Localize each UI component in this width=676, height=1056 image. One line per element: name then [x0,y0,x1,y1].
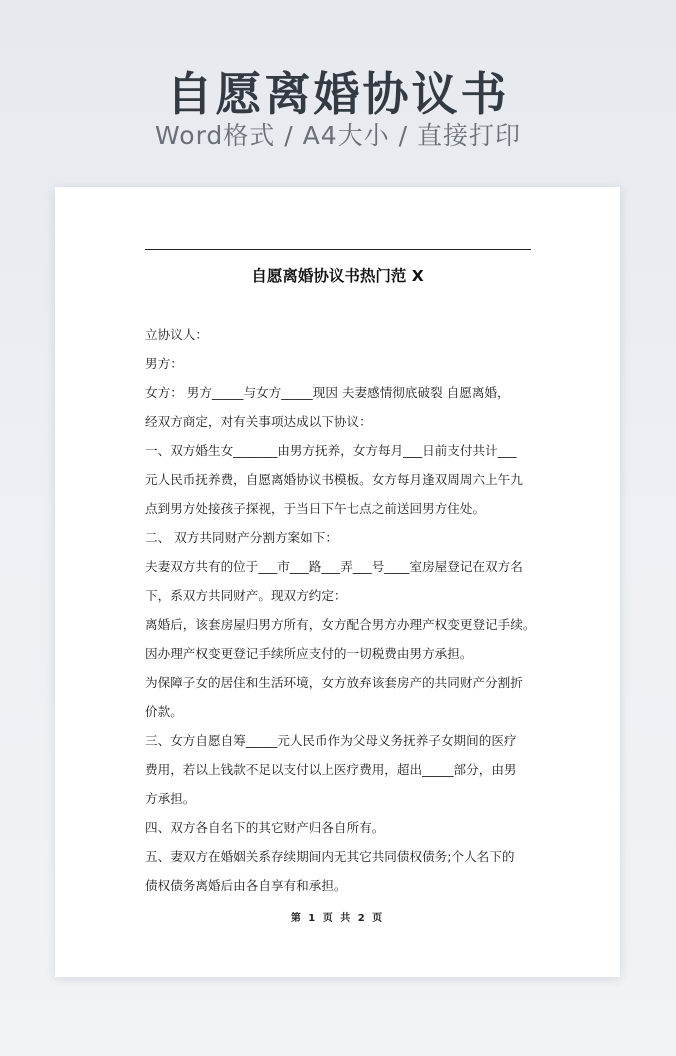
banner-title: 自愿离婚协议书 [166,67,510,121]
paragraph-line: 二、 双方共同财产分割方案如下： [145,530,338,545]
paragraph-line: 为保障子女的居住和生活环境，女方放弃该套房产的共同财产分割折 [145,675,523,690]
paragraph-line: 费用，若以上钱款不足以支付以上医疗费用，超出_____部分，由男 [145,762,517,777]
document-page [55,187,620,977]
paragraph-line: 四、双方各自名下的其它财产归各自所有。 [145,820,385,835]
page-number: 第 1 页 共 2 页 [290,913,385,924]
header-rule [145,249,531,250]
paragraph-line: 元人民币抚养费，自愿离婚协议书模板。女方每月逢双周周六上午九 [145,472,523,487]
paragraph-line: 夫妻双方共有的位于___市___路___弄___号____室房屋登记在双方名 [145,559,523,574]
paragraph-line: 下，系双方共同财产。现双方约定： [145,588,347,603]
paragraph-line: 离婚后，该套房屋归男方所有，女方配合男方办理产权变更登记手续。 [145,617,535,632]
paragraph-line: 经双方商定，对有关事项达成以下协议： [145,414,372,429]
paragraph-line: 三、女方自愿自筹_____元人民币作为父母义务抚养子女期间的医疗 [145,733,517,748]
paragraph-line: 五、妻双方在婚姻关系存续期间内无其它共同债权债务;个人名下的 [145,849,515,864]
document-body [145,320,535,900]
paragraph-line: 点到男方处接孩子探视，于当日下午七点之前送回男方住处。 [145,501,486,516]
paragraph-line: 价款。 [145,704,183,719]
paragraph-line: 立协议人： [145,327,208,342]
paragraph-line: 因办理产权变更登记手续所应支付的一切税费由男方承担。 [145,646,473,661]
banner-subtitle: Word格式 / A4大小 / 直接打印 [155,121,521,150]
paragraph-line: 女方： 男方_____与女方_____现因 夫妻感情彻底破裂 自愿离婚， [145,385,510,400]
paragraph-line: 方承担。 [145,791,196,806]
paragraph-line: 债权债务离婚后由各自享有和承担。 [145,878,347,893]
document-title: 自愿离婚协议书热门范 X [251,267,424,285]
paragraph-line: 男方： [145,356,183,371]
paragraph-line: 一、双方婚生女_______由男方抚养，女方每月___日前支付共计___ [145,443,517,458]
